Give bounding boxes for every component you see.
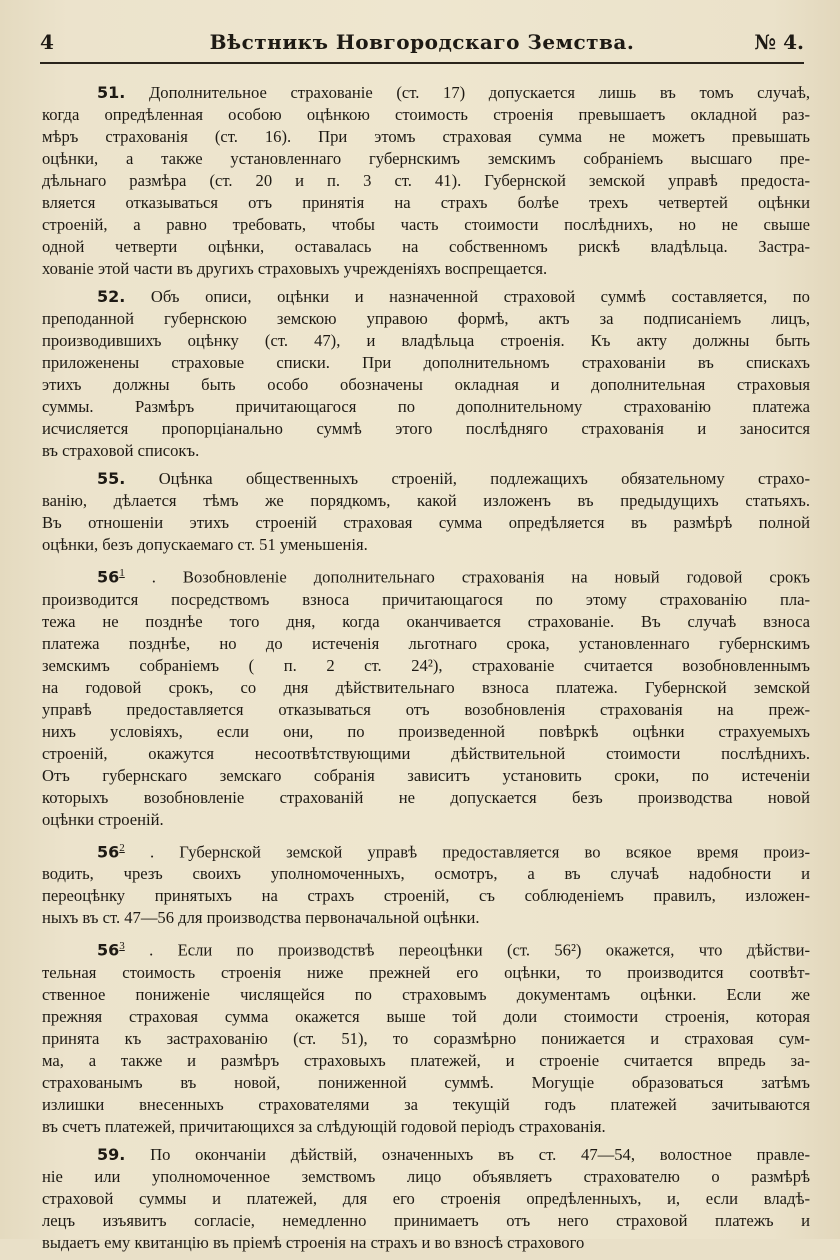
line-text: строеній, а равно требовать, чтобы часть стоимости послѣднихъ, но не свыше [42, 215, 810, 234]
line-text: выдаетъ ему квитанцію въ пріемѣ строенія на страхъ и во взносѣ страхового [42, 1232, 585, 1252]
section-paragraph [42, 562, 810, 831]
text-line [42, 589, 810, 611]
section-number: 52. [97, 287, 126, 306]
text-line [42, 1116, 810, 1138]
text-line [42, 1072, 810, 1094]
section-number: 56 [97, 567, 120, 587]
text-line [42, 1094, 810, 1116]
issue-number: № 4. [754, 30, 804, 54]
text-line [42, 562, 810, 589]
line-text: ніе или уполномоченное земствомъ лицо объявляетъ страхователю о размѣрѣ [42, 1166, 810, 1186]
line-text: оцѣнки, безъ допускаемаго ст. 51 уменьшенія. [42, 535, 368, 554]
line-text: исчисляется пропорціанально суммѣ этого послѣдняго страхованія и заносится [42, 419, 810, 438]
line-text: ванію, дѣлается тѣмъ же порядкомъ, какой изложенъ въ предыдущихъ статьяхъ. [42, 491, 810, 510]
line-text: платежа позднѣе, но до истеченія льготнаго срока, установленнаго губернскимъ [42, 633, 810, 653]
text-line [42, 935, 810, 962]
text-line [42, 1210, 810, 1232]
line-text: переоцѣнку принятыхъ на страхъ строеній, съ соблюденіемъ правилъ, изложен- [42, 886, 810, 906]
text-line [42, 743, 810, 765]
line-text: которыхъ возобновленіе страхованій не допускается безъ производства новой [42, 787, 810, 807]
section-paragraph [42, 837, 810, 930]
line-text: оцѣнки строеній. [42, 809, 164, 829]
text-line [42, 633, 810, 655]
header-rule [40, 62, 804, 64]
line-text: суммы. Размѣръ причитающагося по дополнительному страхованію платежа [42, 397, 810, 416]
line-text: Отъ губернскаго земскаго собранія зависитъ установить сроки, по истеченіи [42, 765, 810, 785]
line-text: ныхъ въ ст. 47—56 для производства первоначальной оцѣнки. [42, 908, 480, 928]
line-text: мѣръ страхованія (ст. 16). При этомъ страховая сумма не можетъ превышать [42, 127, 810, 146]
text-line [42, 236, 810, 258]
line-text: управѣ предоставляется отказываться отъ возобновленія страхованія на преж- [42, 699, 810, 719]
text-line [42, 82, 810, 104]
line-text: производится посредствомъ взноса причитающагося по этому страхованію пла- [42, 589, 810, 609]
text-line [42, 655, 810, 677]
section-superscript: 1 [119, 567, 125, 579]
text-line [42, 721, 810, 743]
line-text: прежняя страховая сумма окажется выше той доли стоимости строенія, которая [42, 1006, 810, 1026]
line-text: хованіе этой части въ другихъ страховыхъ учрежденіяхъ воспрещается. [42, 259, 548, 278]
line-text: Дополнительное страхованіе (ст. 17) допускается лишь въ томъ случаѣ, [148, 83, 810, 102]
page-header [40, 30, 804, 58]
line-text: преподанной губернскою земскою управою формѣ, актъ за подписаніемъ лицъ, [42, 309, 810, 328]
line-text: дѣльнаго размѣра (ст. 20 и п. 3 ст. 41). Губернской земской управѣ предоста- [42, 171, 810, 190]
section-paragraph [42, 286, 810, 462]
text-line [42, 170, 810, 192]
line-text: ственное пониженіе числящейся по страховымъ документамъ оцѣнки. Если же [42, 984, 810, 1004]
line-text: Оцѣнка общественныхъ строеній, подлежащихъ обязательному страхо- [158, 469, 810, 488]
text-line [42, 286, 810, 308]
text-line [42, 468, 810, 490]
journal-title: Вѣстникъ Новгородскаго Земства. [209, 30, 635, 54]
text-line [42, 962, 810, 984]
line-text: нихъ условіяхъ, если они, по произведенной повѣркѣ оцѣнки страхуемыхъ [42, 721, 810, 741]
line-text: . Губернской земской управѣ предоставляется во всякое время произ- [149, 842, 810, 862]
text-line [42, 490, 810, 512]
text-line [42, 352, 810, 374]
line-text: ма, а также и размѣръ страховыхъ платежей, и строеніе считается впредь за- [42, 1050, 810, 1070]
text-line [42, 1232, 810, 1254]
text-line [42, 1188, 810, 1210]
text-line [42, 192, 810, 214]
text-line [42, 837, 810, 864]
text-line [42, 374, 810, 396]
line-text: . Возобновленіе дополнительнаго страхованія на новый годовой срокъ [151, 567, 810, 587]
line-text: тежа не позднѣе того дня, когда оканчивается страхованіе. Въ случаѣ взноса [42, 611, 810, 631]
line-text: земскимъ собраніемъ ( п. 2 ст. 24²), страхованіе считается возобновленнымъ [42, 655, 810, 675]
section-superscript: 2 [119, 841, 125, 854]
text-line [42, 677, 810, 699]
text-line [42, 330, 810, 352]
line-text: оцѣнки, а также установленнаго губернскимъ земскимъ собраніемъ высшаго пре- [42, 149, 810, 168]
text-line [42, 534, 810, 556]
section-number: 56 [97, 940, 120, 960]
line-text: водить, чрезъ своихъ уполномоченныхъ, осмотръ, а въ случаѣ надобности и [42, 864, 810, 884]
section-number: 56 [97, 842, 120, 862]
section-number: 55. [97, 469, 126, 488]
line-text: на годовой срокъ, со дня дѣйствительнаго взноса платежа. Губернской земской [42, 677, 810, 697]
text-line [42, 863, 810, 885]
text-line [42, 1050, 810, 1072]
line-text: страховой суммы и платежей, для его строенія опредѣленныхъ, и, если владѣ- [42, 1188, 810, 1208]
line-text: . Если по производствѣ переоцѣнки (ст. 56²) окажется, что дѣйстви- [149, 940, 810, 960]
line-text: тельная стоимость строенія ниже прежней его оцѣнки, то производится соотвѣт- [42, 962, 810, 982]
text-line [42, 1028, 810, 1050]
line-text: По окончаніи дѣйствій, означенныхъ въ ст. 47—54, волостное правле- [150, 1144, 810, 1164]
text-line [42, 440, 810, 462]
section-paragraph [42, 82, 810, 280]
text-line [42, 885, 810, 907]
text-line [42, 396, 810, 418]
text-line [42, 1166, 810, 1188]
line-text: въ счетъ платежей, причитающихся за слѣдующій годовой періодъ страхованія. [42, 1116, 606, 1136]
line-text: въ страховой списокъ. [42, 441, 200, 460]
text-line [42, 907, 810, 929]
section-number: 51. [97, 83, 126, 102]
line-text: принята къ застрахованію (ст. 51), то соразмѣрно понижается и страховая сум- [42, 1028, 810, 1048]
text-line [42, 148, 810, 170]
line-text: лецъ изъявитъ согласіе, немедленно принимаетъ отъ него страховой платежъ и [42, 1210, 810, 1230]
text-line [42, 1144, 810, 1166]
line-text: строеній, окажутся несоотвѣтствующими дѣйствительной стоимости послѣднихъ. [42, 743, 810, 763]
line-text: вляется отказываться отъ принятія на страхъ болѣе трехъ четвертей оцѣнки [42, 193, 810, 212]
text-line [42, 258, 810, 280]
section-superscript: 3 [119, 940, 125, 953]
line-text: этихъ должны быть особо обозначены окладная и дополнительная страховыя [42, 375, 810, 394]
line-text: Объ описи, оцѣнки и назначенной страховой суммѣ составляется, по [150, 287, 810, 306]
section-paragraph [42, 935, 810, 1138]
text-line [42, 611, 810, 633]
text-line [42, 126, 810, 148]
text-line [42, 104, 810, 126]
text-line [42, 699, 810, 721]
text-line [42, 765, 810, 787]
line-text: Въ отношеніи этихъ строеній страховая сумма опредѣляется въ размѣрѣ полной [42, 513, 810, 532]
text-line [42, 787, 810, 809]
line-text: производившихъ оцѣнку (ст. 47), и владѣльца строенія. Къ акту должны быть [42, 331, 810, 350]
text-line [42, 214, 810, 236]
text-line [42, 512, 810, 534]
text-line [42, 1006, 810, 1028]
section-paragraph [42, 1144, 810, 1254]
text-line [42, 809, 810, 831]
document-body [42, 82, 810, 1260]
section-paragraph [42, 468, 810, 556]
line-text: страхованымъ въ новой, пониженной суммѣ. Могущіе образоваться затѣмъ [42, 1072, 810, 1092]
section-number: 59. [97, 1144, 126, 1164]
line-text: приложенены страховые списки. При дополнительномъ страхованіи въ спискахъ [42, 353, 810, 372]
text-line [42, 418, 810, 440]
line-text: излишки внесенныхъ страхователями за текущій годъ платежей зачитываются [42, 1094, 810, 1114]
text-line [42, 308, 810, 330]
line-text: когда опредѣленная особою оцѣнкою стоимость строенія превышаетъ окладной раз- [42, 105, 810, 124]
page-number: 4 [40, 30, 54, 54]
line-text: одной четверти оцѣнки, оставалась на собственномъ рискѣ владѣльца. Застра- [42, 237, 810, 256]
text-line [42, 984, 810, 1006]
